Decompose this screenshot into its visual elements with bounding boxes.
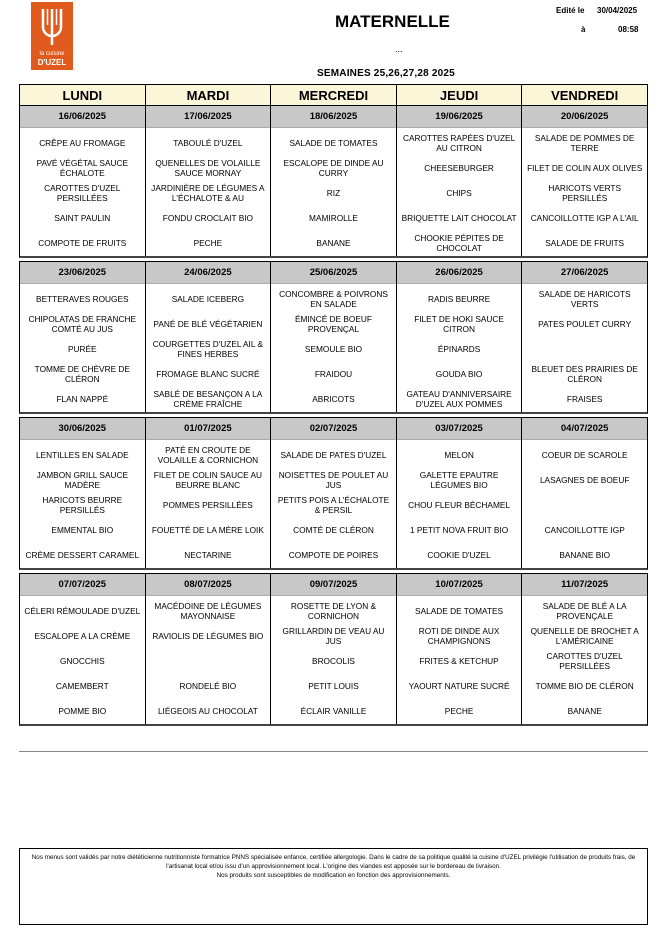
menu-item: SABLÉ DE BESANÇON A LA CRÈME FRAÎCHE bbox=[153, 389, 263, 409]
menu-item: SALADE DE PATES D'UZEL bbox=[280, 449, 387, 460]
menu-item: BRIQUETTE LAIT CHOCOLAT bbox=[401, 212, 517, 223]
menu-item: SEMOULE BIO bbox=[304, 343, 363, 354]
menu-item: ESCALOPE DE DINDE AU CURRY bbox=[283, 158, 384, 178]
day-column bbox=[20, 574, 145, 724]
day-column bbox=[521, 262, 647, 412]
menu-item: SALADE ICEBERG bbox=[171, 293, 245, 304]
footer-note bbox=[19, 848, 648, 925]
menu-item: TOMME DE CHÈVRE DE CLÉRON bbox=[34, 364, 130, 384]
date-header: 01/07/2025 bbox=[146, 418, 271, 440]
menu-item: MACÉDOINE DE LÉGUMES MAYONNAISE bbox=[154, 601, 262, 621]
time-label: à bbox=[581, 25, 586, 34]
menu-item: FOUETTÉ DE LA MÈRE LOIK bbox=[151, 524, 264, 535]
menu-item: SALADE DE TOMATES bbox=[289, 137, 378, 148]
menu-item: SAINT PAULIN bbox=[54, 212, 111, 223]
date-header: 24/06/2025 bbox=[146, 262, 271, 284]
menu-item: RIZ bbox=[326, 187, 341, 198]
date-header: 26/06/2025 bbox=[397, 262, 522, 284]
day-column bbox=[20, 106, 145, 256]
day-column bbox=[396, 262, 522, 412]
date-header: 20/06/2025 bbox=[522, 106, 647, 128]
date-header: 16/06/2025 bbox=[20, 106, 145, 128]
menu-item: LENTILLES EN SALADE bbox=[35, 449, 129, 460]
menu-item: 1 PETIT NOVA FRUIT BIO bbox=[409, 524, 509, 535]
day-column bbox=[270, 262, 396, 412]
day-column bbox=[521, 418, 647, 568]
menu-item: COURGETTES D'UZEL AIL & FINES HERBES bbox=[152, 339, 263, 359]
menu-item: PATÉ EN CROUTE DE VOLAILLE & CORNICHON bbox=[157, 445, 259, 465]
day-column bbox=[145, 574, 271, 724]
menu-item: NECTARINE bbox=[184, 549, 232, 560]
menu-item: PURÉE bbox=[68, 343, 97, 354]
menu-item: BLEUET DES PRAIRIES DE CLÉRON bbox=[531, 364, 638, 384]
edited-label: Edité le bbox=[556, 6, 585, 15]
menu-item: ÉMINCÉ DE BOEUF PROVENÇAL bbox=[294, 314, 372, 334]
footer-line-1: Nos menus sont validés par notre diététicienne nutritionniste formatrice PNNS spécialisée enfance, certifiée allergologie. Dans le cadre de sa politique qualité la cuisine d'UZEL privilégie l'utilisation de produits frais, de l'artisanat local et/ou issu d'un approvisionnement local. L'origine des viandes est apposée sur le bordereau de livraison. bbox=[31, 854, 636, 870]
menu-item: GALETTE EPAUTRE LÉGUMES BIO bbox=[419, 470, 499, 490]
edited-time: 08:58 bbox=[618, 25, 639, 34]
menu-item: RAVIOLIS DE LÉGUMES BIO bbox=[152, 630, 264, 641]
date-header: 25/06/2025 bbox=[271, 262, 396, 284]
day-column bbox=[270, 106, 396, 256]
menu-item: COMTÉ DE CLÉRON bbox=[293, 524, 374, 535]
day-column bbox=[270, 574, 396, 724]
menu-item: BANANE BIO bbox=[559, 549, 611, 560]
menu-item bbox=[146, 649, 271, 674]
day-header: VENDREDI bbox=[521, 85, 647, 105]
day-column bbox=[20, 262, 145, 412]
edited-date: 30/04/2025 bbox=[597, 6, 638, 15]
week-block bbox=[19, 417, 648, 570]
week-block bbox=[19, 573, 648, 726]
menu-grid bbox=[19, 84, 648, 726]
menu-item: BANANE bbox=[567, 705, 602, 716]
menu-item: GATEAU D'ANNIVERSAIRE D'UZEL AUX POMMES bbox=[406, 389, 512, 409]
date-header: 17/06/2025 bbox=[146, 106, 271, 128]
menu-item: CAROTTES RAPÉES D'UZEL AU CITRON bbox=[402, 133, 516, 153]
menu-item: CHEESEBURGER bbox=[424, 162, 494, 173]
date-header: 19/06/2025 bbox=[397, 106, 522, 128]
day-header: MARDI bbox=[145, 85, 271, 105]
menu-item: TOMME BIO DE CLÉRON bbox=[535, 680, 634, 691]
menu-item: CÉLERI RÉMOULADE D'UZEL bbox=[24, 605, 141, 616]
menu-item: SALADE DE HARICOTS VERTS bbox=[538, 289, 631, 309]
menu-item: QUENELLE DE BROCHET A L'AMÉRICAINE bbox=[530, 626, 639, 646]
menu-item: PETITS POIS A L'ÉCHALOTE & PERSIL bbox=[277, 495, 390, 515]
date-header: 27/06/2025 bbox=[522, 262, 647, 284]
menu-item: ROSETTE DE LYON & CORNICHON bbox=[290, 601, 377, 621]
menu-item: PANÉ DE BLÉ VÉGÉTARIEN bbox=[153, 318, 263, 329]
menu-item: FONDU CROCLAIT BIO bbox=[162, 212, 253, 223]
date-header: 10/07/2025 bbox=[397, 574, 522, 596]
menu-item: CHOU FLEUR BÉCHAMEL bbox=[408, 499, 511, 510]
menu-item: NOISETTES DE POULET AU JUS bbox=[278, 470, 389, 490]
menu-item: CHOOKIE PÉPITES DE CHOCOLAT bbox=[414, 233, 504, 253]
menu-item: COOKIE D'UZEL bbox=[427, 549, 491, 560]
date-header: 18/06/2025 bbox=[271, 106, 396, 128]
menu-item: CRÊPE AU FROMAGE bbox=[39, 137, 126, 148]
menu-item: ROTI DE DINDE AUX CHAMPIGNONS bbox=[418, 626, 500, 646]
menu-item: FILET DE HOKI SAUCE CITRON bbox=[414, 314, 504, 334]
menu-item: FLAN NAPPÉ bbox=[56, 393, 109, 404]
menu-item: COMPOTE DE POIRES bbox=[288, 549, 379, 560]
date-header: 11/07/2025 bbox=[522, 574, 647, 596]
day-column bbox=[270, 418, 396, 568]
weeks-subtitle: SEMAINES 25,26,27,28 2025 bbox=[317, 68, 455, 79]
menu-item: RADIS BEURRE bbox=[427, 293, 491, 304]
menu-item: FRAIDOU bbox=[314, 368, 353, 379]
menu-item: POMMES PERSILLÉES bbox=[162, 499, 253, 510]
menu-item: COMPOTE DE FRUITS bbox=[38, 237, 127, 248]
utensil-logo-icon bbox=[40, 7, 64, 47]
menu-item: MAMIROLLE bbox=[309, 212, 358, 223]
menu-item: CAROTTES D'UZEL PERSILLÉES bbox=[44, 183, 121, 203]
date-header: 02/07/2025 bbox=[271, 418, 396, 440]
menu-item: ESCALOPE A LA CRÈME bbox=[34, 630, 131, 641]
menu-item: CONCOMBRE & POIVRONS EN SALADE bbox=[279, 289, 388, 309]
menu-item: CAROTTES D'UZEL PERSILLÉES bbox=[546, 651, 623, 671]
date-header: 30/06/2025 bbox=[20, 418, 145, 440]
divider bbox=[19, 751, 648, 752]
header-dots: ... bbox=[395, 44, 403, 54]
menu-item: CHIPS bbox=[446, 187, 472, 198]
menu-item: EMMENTAL BIO bbox=[51, 524, 114, 535]
menu-item: CAMEMBERT bbox=[55, 680, 109, 691]
menu-item: SALADE DE POMMES DE TERRE bbox=[534, 133, 635, 153]
menu-item: PETIT LOUIS bbox=[308, 680, 359, 691]
day-column bbox=[145, 106, 271, 256]
day-column bbox=[396, 574, 522, 724]
day-column bbox=[396, 418, 522, 568]
day-column bbox=[145, 418, 271, 568]
day-header: JEUDI bbox=[396, 85, 522, 105]
menu-item: YAOURT NATURE SUCRÉ bbox=[408, 680, 510, 691]
day-column bbox=[20, 418, 145, 568]
day-column bbox=[521, 106, 647, 256]
menu-item: RONDELÉ BIO bbox=[179, 680, 237, 691]
menu-item: TABOULÉ D'UZEL bbox=[173, 137, 243, 148]
menu-item bbox=[522, 337, 647, 362]
menu-item: POMME BIO bbox=[58, 705, 107, 716]
menu-item: SALADE DE TOMATES bbox=[415, 605, 504, 616]
menu-item: HARICOTS VERTS PERSILLÉS bbox=[548, 183, 622, 203]
menu-item: ABRICOTS bbox=[312, 393, 355, 404]
menu-item: GRILLARDIN DE VEAU AU JUS bbox=[282, 626, 385, 646]
date-header: 23/06/2025 bbox=[20, 262, 145, 284]
menu-item: HARICOTS BEURRE PERSILLÉS bbox=[42, 495, 123, 515]
menu-item: BANANE bbox=[316, 237, 351, 248]
menu-item: COEUR DE SCAROLE bbox=[541, 449, 628, 460]
menu-item: JAMBON GRILL SAUCE MADÈRE bbox=[36, 470, 129, 490]
day-column bbox=[521, 574, 647, 724]
menu-item: GOUDA BIO bbox=[435, 368, 483, 379]
week-block bbox=[19, 106, 648, 258]
logo-line-1: la cuisine bbox=[39, 51, 65, 57]
menu-item: PATES POULET CURRY bbox=[538, 318, 632, 329]
menu-item: JARDINIÈRE DE LÉGUMES A L'ÉCHALOTE & AU bbox=[151, 183, 265, 203]
menu-item: BROCOLIS bbox=[312, 655, 355, 666]
menu-item: MELON bbox=[444, 449, 474, 460]
menu-item: CANCOILLOTTE IGP A L'AIL bbox=[530, 212, 639, 223]
week-block bbox=[19, 261, 648, 414]
date-header: 08/07/2025 bbox=[146, 574, 271, 596]
logo bbox=[31, 2, 73, 70]
menu-item: SALADE DE FRUITS bbox=[545, 237, 625, 248]
day-header: MERCREDI bbox=[270, 85, 396, 105]
menu-item: PECHE bbox=[193, 237, 223, 248]
menu-item: QUENELLES DE VOLAILLE SAUCE MORNAY bbox=[155, 158, 261, 178]
menu-item: ÉPINARDS bbox=[437, 343, 481, 354]
date-header: 03/07/2025 bbox=[397, 418, 522, 440]
weeks-container bbox=[19, 106, 648, 726]
menu-item: FILET DE COLIN SAUCE AU BEURRE BLANC bbox=[153, 470, 262, 490]
date-header: 07/07/2025 bbox=[20, 574, 145, 596]
logo-line-2: D'UZEL bbox=[37, 58, 67, 67]
menu-item: CRÈME DESSERT CARAMEL bbox=[25, 549, 140, 560]
menu-item: SALADE DE BLÉ A LA PROVENÇALE bbox=[542, 601, 627, 621]
menu-item: CANCOILLOTTE IGP bbox=[544, 524, 625, 535]
menu-item: CHIPOLATAS DE FRANCHE COMTÉ AU JUS bbox=[28, 314, 137, 334]
menu-item: LASAGNES DE BOEUF bbox=[539, 474, 630, 485]
page-title: MATERNELLE bbox=[335, 12, 450, 31]
menu-item: GNOCCHIS bbox=[59, 655, 105, 666]
menu-item bbox=[522, 493, 647, 518]
menu-item: FILET DE COLIN AUX OLIVES bbox=[527, 162, 643, 173]
day-column bbox=[145, 262, 271, 412]
menu-item: PECHE bbox=[444, 705, 474, 716]
menu-item: PAVÉ VÉGÉTAL SAUCE ÉCHALOTE bbox=[36, 158, 129, 178]
footer-line-2: Nos produits sont susceptibles de modification en fonction des approvisionnements. bbox=[216, 872, 451, 879]
menu-item: FRITES & KETCHUP bbox=[419, 655, 499, 666]
date-header: 09/07/2025 bbox=[271, 574, 396, 596]
menu-item: ÉCLAIR VANILLE bbox=[300, 705, 367, 716]
date-header: 04/07/2025 bbox=[522, 418, 647, 440]
menu-item: FRAISES bbox=[566, 393, 603, 404]
day-header: LUNDI bbox=[62, 88, 103, 103]
day-header-row bbox=[19, 84, 648, 106]
menu-item: LIÉGEOIS AU CHOCOLAT bbox=[157, 705, 258, 716]
menu-item: BETTERAVES ROUGES bbox=[36, 293, 129, 304]
menu-item: FROMAGE BLANC SUCRÉ bbox=[156, 368, 260, 379]
day-column bbox=[396, 106, 522, 256]
